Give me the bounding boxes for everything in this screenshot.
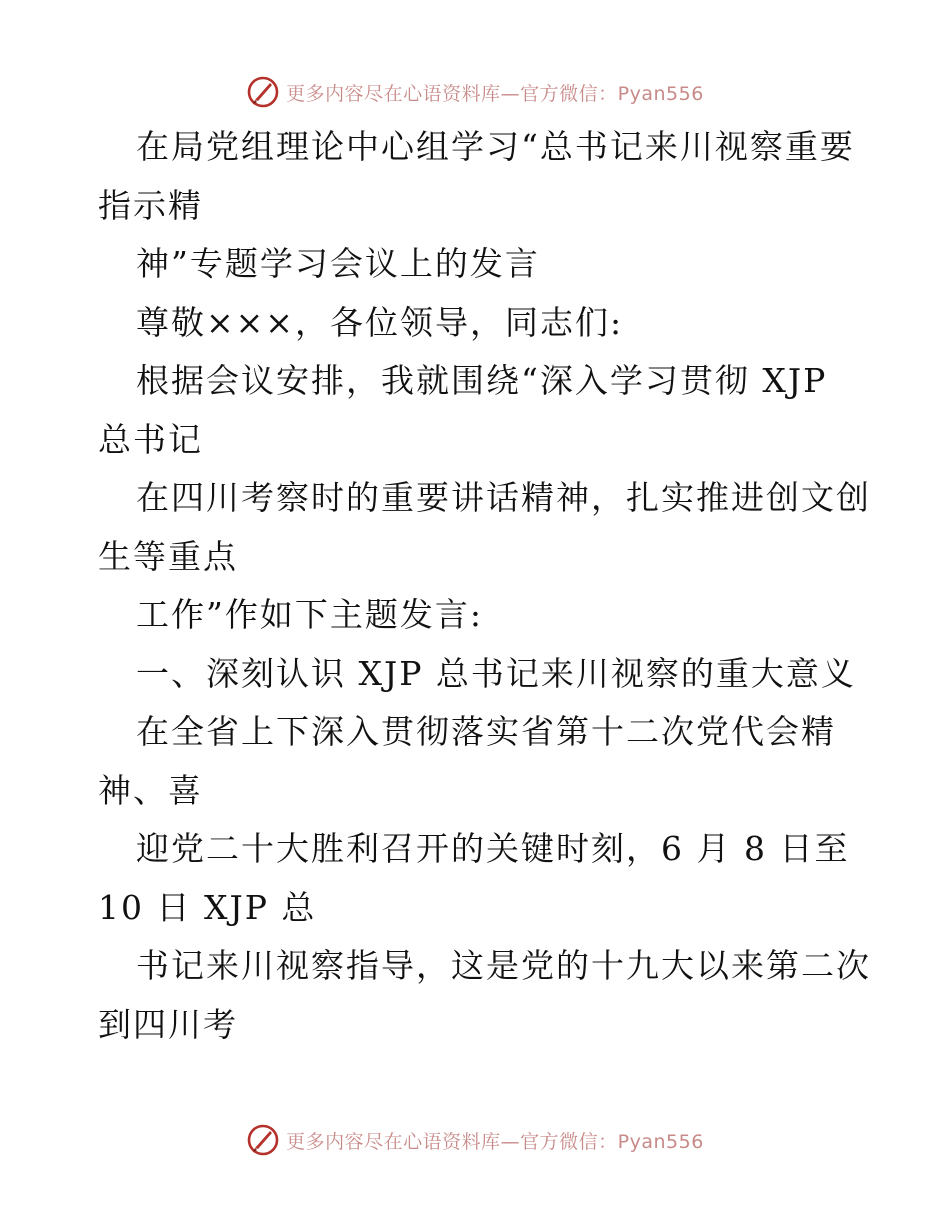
text-line: 生等重点 — [98, 536, 238, 576]
text-line: 迎党二十大胜利召开的关键时刻，6 月 8 日至 — [136, 829, 850, 868]
text-line: 神、喜 — [98, 770, 203, 810]
text-line: 根据会议安排，我就围绕“深入学习贯彻 XJP — [136, 361, 828, 400]
text-line: 神”专题学习会议上的发言 — [136, 244, 540, 283]
document-body — [98, 118, 878, 1054]
text-line: 到四川考 — [98, 1004, 238, 1044]
quill-logo-icon — [246, 75, 280, 109]
footer-watermark — [0, 1120, 950, 1160]
header-watermark — [0, 72, 950, 112]
text-line: 尊敬×××，各位领导，同志们: — [136, 302, 624, 342]
text-line: 在四川考察时的重要讲话精神，扎实推进创文创 — [136, 478, 871, 517]
text-line: 书记来川视察指导，这是党的十九大以来第二次 — [136, 946, 871, 985]
text-line: 在局党组理论中心组学习“总书记来川视察重要 — [136, 127, 855, 166]
watermark-text: 更多内容尽在心语资料库—官方微信：Pyan556 — [286, 82, 704, 105]
quill-logo-icon — [246, 1123, 280, 1157]
text-line: 工作”作如下主题发言: — [136, 595, 483, 634]
watermark-text: 更多内容尽在心语资料库—官方微信：Pyan556 — [286, 1130, 704, 1153]
text-line: 指示精 — [98, 185, 203, 225]
text-line: 在全省上下深入贯彻落实省第十二次党代会精 — [136, 712, 836, 751]
section-heading: 一、深刻认识 XJP 总书记来川视察的重大意义 — [136, 653, 856, 693]
text-line: 总书记 — [98, 419, 203, 459]
text-line: 10 日 XJP 总 — [98, 887, 317, 927]
